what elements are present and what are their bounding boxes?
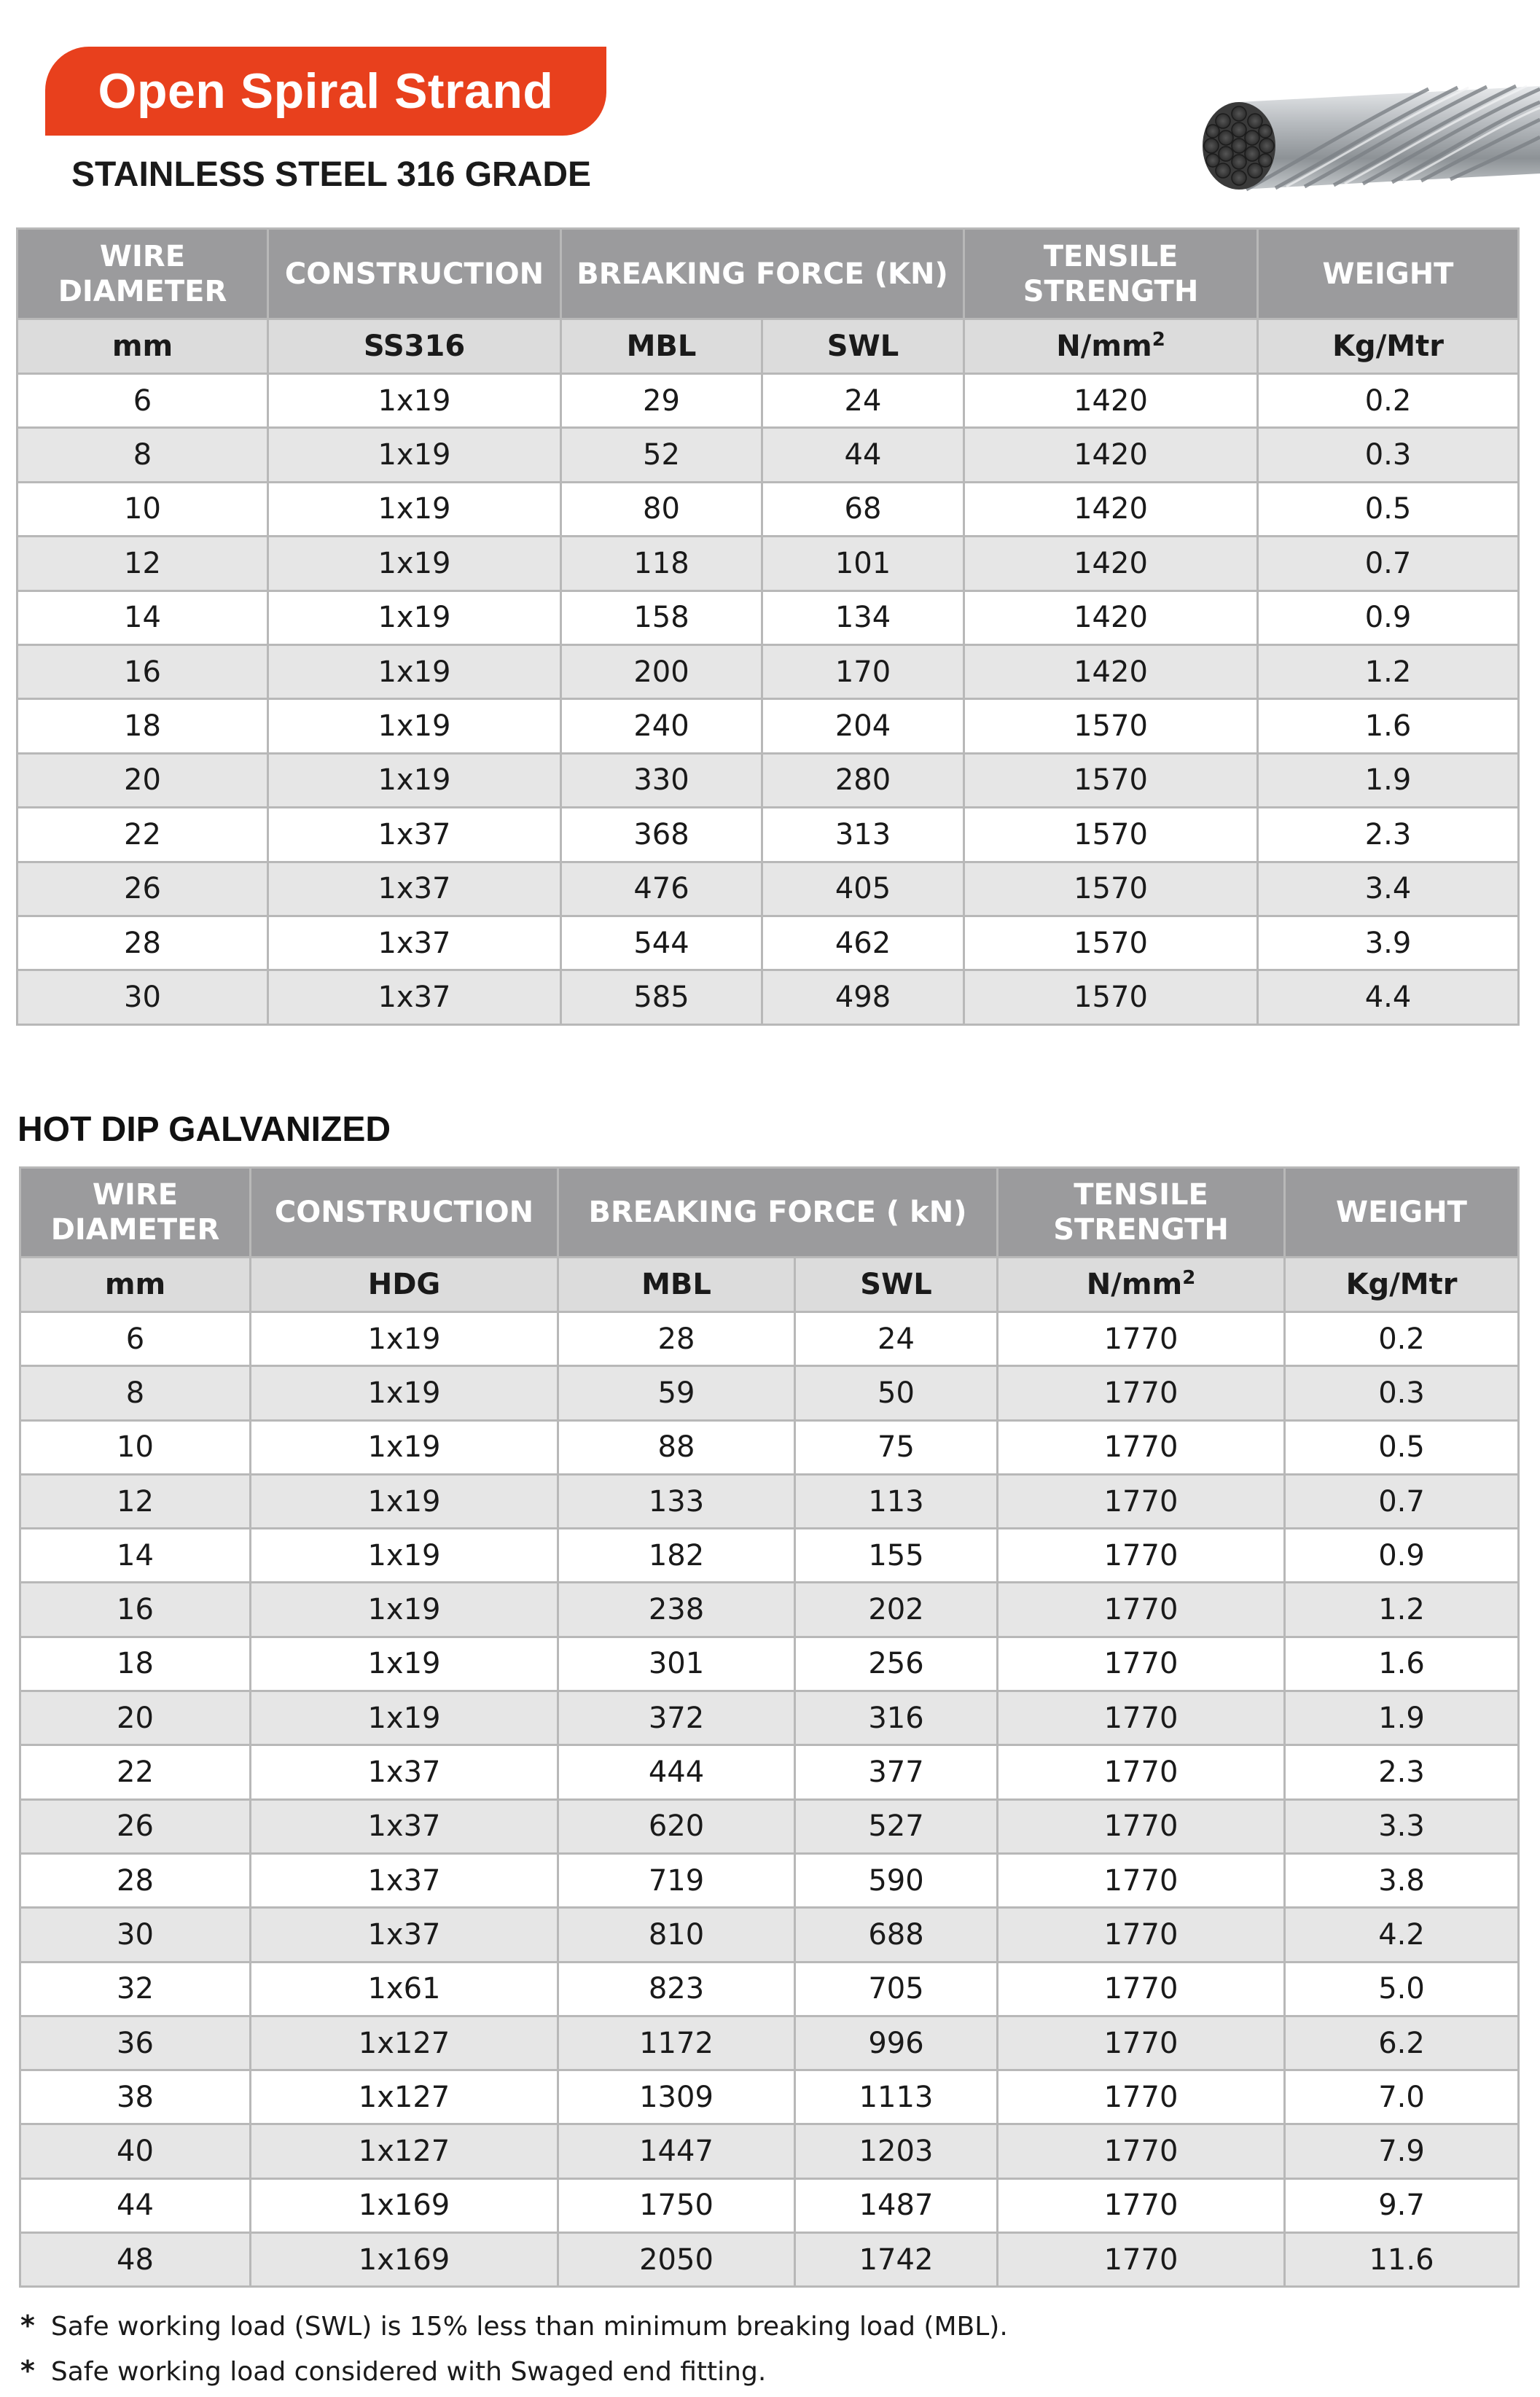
cell-diameter: 8 [17, 428, 268, 482]
cell-mbl: 719 [558, 1853, 795, 1907]
cell-diameter: 18 [20, 1637, 251, 1691]
cell-construction: 1x19 [268, 374, 561, 428]
footnote-swaged [20, 2355, 766, 2387]
unit-swl: SWL [795, 1258, 998, 1312]
cell-mbl: 28 [558, 1312, 795, 1366]
cell-tensile: 1770 [998, 1637, 1285, 1691]
cell-weight: 1.9 [1258, 753, 1519, 807]
table-row [17, 862, 1519, 916]
cell-diameter: 28 [20, 1853, 251, 1907]
table-row [17, 591, 1519, 644]
header-breaking-force: BREAKING FORCE ( kN) [558, 1168, 998, 1258]
cell-swl: 24 [762, 374, 964, 428]
cell-weight: 3.3 [1285, 1799, 1519, 1853]
cell-diameter: 44 [20, 2178, 251, 2232]
cell-construction: 1x127 [251, 2016, 558, 2070]
cell-mbl: 133 [558, 1474, 795, 1528]
cell-swl: 204 [762, 699, 964, 753]
cell-swl: 405 [762, 862, 964, 916]
cell-tensile: 1570 [964, 970, 1258, 1024]
cell-tensile: 1420 [964, 374, 1258, 428]
table-row [17, 428, 1519, 482]
table-body [20, 1312, 1519, 2287]
cell-swl: 44 [762, 428, 964, 482]
cell-mbl: 59 [558, 1366, 795, 1420]
table-row [20, 1474, 1519, 1528]
cell-tensile: 1770 [998, 1745, 1285, 1799]
cell-construction: 1x19 [251, 1691, 558, 1745]
header-wire-diameter: WIRE DIAMETER [17, 229, 268, 319]
title-banner [45, 47, 606, 136]
table-row [17, 374, 1519, 428]
cell-tensile: 1770 [998, 1799, 1285, 1853]
cell-swl: 688 [795, 1908, 998, 1962]
table-row [20, 1583, 1519, 1637]
cell-weight: 3.9 [1258, 916, 1519, 970]
cell-mbl: 476 [561, 862, 762, 916]
cell-tensile: 1420 [964, 537, 1258, 591]
cell-swl: 316 [795, 1691, 998, 1745]
cell-weight: 0.2 [1258, 374, 1519, 428]
cell-swl: 996 [795, 2016, 998, 2070]
table-row [20, 2178, 1519, 2232]
cell-construction: 1x127 [251, 2070, 558, 2124]
cell-diameter: 48 [20, 2233, 251, 2287]
table-row [17, 753, 1519, 807]
cell-construction: 1x19 [268, 753, 561, 807]
cell-mbl: 29 [561, 374, 762, 428]
cell-swl: 527 [795, 1799, 998, 1853]
table-row [17, 970, 1519, 1024]
footnote-text: Safe working load (SWL) is 15% less than minimum breaking load (MBL). [50, 2312, 1008, 2342]
header-construction: CONSTRUCTION [251, 1168, 558, 1258]
unit-construction: SS316 [268, 319, 561, 374]
cell-swl: 170 [762, 644, 964, 698]
cell-diameter: 22 [17, 808, 268, 862]
cell-weight: 4.4 [1258, 970, 1519, 1024]
table-row [20, 1962, 1519, 2016]
cell-weight: 1.6 [1285, 1637, 1519, 1691]
cell-swl: 24 [795, 1312, 998, 1366]
cell-tensile: 1570 [964, 753, 1258, 807]
cell-diameter: 26 [20, 1799, 251, 1853]
cell-swl: 75 [795, 1420, 998, 1474]
unit-mbl: MBL [561, 319, 762, 374]
header-breaking-force: BREAKING FORCE (KN) [561, 229, 964, 319]
cell-tensile: 1770 [998, 2233, 1285, 2287]
section-heading: HOT DIP GALVANIZED [17, 1110, 391, 1149]
cell-swl: 377 [795, 1745, 998, 1799]
unit-tensile-base: N/mm [1086, 1268, 1183, 1301]
cell-tensile: 1420 [964, 591, 1258, 644]
cell-tensile: 1420 [964, 482, 1258, 536]
cell-tensile: 1770 [998, 2016, 1285, 2070]
cell-tensile: 1570 [964, 699, 1258, 753]
cell-swl: 155 [795, 1529, 998, 1583]
cell-weight: 0.3 [1285, 1366, 1519, 1420]
cell-diameter: 38 [20, 2070, 251, 2124]
cell-construction: 1x61 [251, 1962, 558, 2016]
cell-swl: 498 [762, 970, 964, 1024]
unit-swl: SWL [762, 319, 964, 374]
unit-tensile [964, 319, 1258, 374]
cell-weight: 7.9 [1285, 2124, 1519, 2178]
table-row [17, 808, 1519, 862]
cell-mbl: 810 [558, 1908, 795, 1962]
header-weight: WEIGHT [1258, 229, 1519, 319]
cell-diameter: 6 [20, 1312, 251, 1366]
cell-weight: 0.7 [1285, 1474, 1519, 1528]
unit-diameter: mm [17, 319, 268, 374]
cell-weight: 0.7 [1258, 537, 1519, 591]
cell-construction: 1x37 [251, 1853, 558, 1907]
cell-tensile: 1770 [998, 1312, 1285, 1366]
cell-swl: 1113 [795, 2070, 998, 2124]
table-row [20, 2233, 1519, 2287]
cell-diameter: 22 [20, 1745, 251, 1799]
cell-weight: 3.4 [1258, 862, 1519, 916]
cell-mbl: 80 [561, 482, 762, 536]
table-row [17, 537, 1519, 591]
cell-mbl: 330 [561, 753, 762, 807]
cell-construction: 1x37 [251, 1799, 558, 1853]
unit-tensile-base: N/mm [1056, 330, 1152, 363]
cell-construction: 1x37 [268, 916, 561, 970]
cell-weight: 4.2 [1285, 1908, 1519, 1962]
cell-diameter: 16 [17, 644, 268, 698]
cell-swl: 1487 [795, 2178, 998, 2232]
cell-swl: 705 [795, 1962, 998, 2016]
cell-swl: 68 [762, 482, 964, 536]
cell-mbl: 544 [561, 916, 762, 970]
cell-diameter: 12 [20, 1474, 251, 1528]
page-title: Open Spiral Strand [98, 63, 554, 119]
footnote-text: Safe working load considered with Swaged end fitting. [50, 2357, 767, 2387]
cell-mbl: 372 [558, 1691, 795, 1745]
cell-tensile: 1770 [998, 1366, 1285, 1420]
cell-construction: 1x19 [268, 591, 561, 644]
cell-tensile: 1770 [998, 2070, 1285, 2124]
cell-swl: 590 [795, 1853, 998, 1907]
cell-construction: 1x19 [251, 1474, 558, 1528]
table-row [20, 1908, 1519, 1962]
cell-swl: 50 [795, 1366, 998, 1420]
cell-tensile: 1570 [964, 808, 1258, 862]
cell-construction: 1x19 [251, 1312, 558, 1366]
hot-dip-galvanized-table [19, 1166, 1520, 2288]
cell-diameter: 14 [20, 1529, 251, 1583]
cell-mbl: 585 [561, 970, 762, 1024]
cell-weight: 1.2 [1258, 644, 1519, 698]
cell-swl: 462 [762, 916, 964, 970]
table-row [20, 1420, 1519, 1474]
cell-swl: 256 [795, 1637, 998, 1691]
unit-tensile-sup: 2 [1152, 329, 1165, 351]
cell-tensile: 1770 [998, 2178, 1285, 2232]
table-body [17, 374, 1519, 1025]
cell-diameter: 10 [20, 1420, 251, 1474]
cell-weight: 0.9 [1258, 591, 1519, 644]
cell-swl: 113 [795, 1474, 998, 1528]
header-weight: WEIGHT [1285, 1168, 1519, 1258]
cell-construction: 1x169 [251, 2178, 558, 2232]
table-row [20, 1691, 1519, 1745]
cell-tensile: 1770 [998, 1908, 1285, 1962]
header-tensile-strength: TENSILE STRENGTH [964, 229, 1258, 319]
footnote-swl [20, 2310, 1008, 2342]
cell-swl: 1203 [795, 2124, 998, 2178]
cell-construction: 1x19 [251, 1420, 558, 1474]
cell-tensile: 1770 [998, 1583, 1285, 1637]
header-wire-diameter: WIRE DIAMETER [20, 1168, 251, 1258]
table-row [20, 2016, 1519, 2070]
cell-construction: 1x127 [251, 2124, 558, 2178]
footnote-bullet: * [20, 2310, 35, 2342]
cell-diameter: 20 [17, 753, 268, 807]
cell-mbl: 200 [561, 644, 762, 698]
cell-diameter: 30 [17, 970, 268, 1024]
cell-tensile: 1770 [998, 1962, 1285, 2016]
cell-construction: 1x37 [268, 862, 561, 916]
cell-weight: 2.3 [1258, 808, 1519, 862]
cell-construction: 1x19 [251, 1637, 558, 1691]
header-construction: CONSTRUCTION [268, 229, 561, 319]
cell-tensile: 1770 [998, 1853, 1285, 1907]
cell-mbl: 444 [558, 1745, 795, 1799]
cell-weight: 7.0 [1285, 2070, 1519, 2124]
table-row [20, 2070, 1519, 2124]
cell-construction: 1x37 [268, 970, 561, 1024]
table-row [20, 1312, 1519, 1366]
cell-mbl: 1309 [558, 2070, 795, 2124]
cell-mbl: 88 [558, 1420, 795, 1474]
cell-mbl: 301 [558, 1637, 795, 1691]
cell-construction: 1x19 [251, 1583, 558, 1637]
cell-diameter: 8 [20, 1366, 251, 1420]
table-row [17, 916, 1519, 970]
cell-mbl: 52 [561, 428, 762, 482]
table-row [20, 1637, 1519, 1691]
wire-strand-image [1195, 73, 1540, 204]
cell-construction: 1x169 [251, 2233, 558, 2287]
unit-diameter: mm [20, 1258, 251, 1312]
cell-diameter: 28 [17, 916, 268, 970]
cell-tensile: 1770 [998, 1420, 1285, 1474]
cell-mbl: 368 [561, 808, 762, 862]
cell-construction: 1x19 [268, 537, 561, 591]
cell-mbl: 1750 [558, 2178, 795, 2232]
cell-mbl: 240 [561, 699, 762, 753]
cell-mbl: 158 [561, 591, 762, 644]
table-row [20, 1529, 1519, 1583]
unit-construction: HDG [251, 1258, 558, 1312]
cell-swl: 134 [762, 591, 964, 644]
cell-swl: 313 [762, 808, 964, 862]
cell-mbl: 620 [558, 1799, 795, 1853]
cell-mbl: 118 [561, 537, 762, 591]
cell-tensile: 1770 [998, 1529, 1285, 1583]
table-row [20, 1799, 1519, 1853]
stainless-steel-table [16, 227, 1520, 1026]
table-row [20, 2124, 1519, 2178]
cell-mbl: 182 [558, 1529, 795, 1583]
cell-diameter: 20 [20, 1691, 251, 1745]
table-row [20, 1853, 1519, 1907]
cell-tensile: 1770 [998, 1474, 1285, 1528]
footnote-bullet: * [20, 2355, 35, 2387]
cell-tensile: 1420 [964, 644, 1258, 698]
cell-weight: 0.2 [1285, 1312, 1519, 1366]
cell-construction: 1x19 [251, 1529, 558, 1583]
cell-diameter: 16 [20, 1583, 251, 1637]
cell-construction: 1x37 [251, 1745, 558, 1799]
cell-construction: 1x37 [251, 1908, 558, 1962]
cell-diameter: 32 [20, 1962, 251, 2016]
unit-weight: Kg/Mtr [1285, 1258, 1519, 1312]
cell-weight: 0.9 [1285, 1529, 1519, 1583]
table-row [17, 699, 1519, 753]
subtitle: STAINLESS STEEL 316 GRADE [71, 155, 592, 194]
cell-swl: 1742 [795, 2233, 998, 2287]
cell-diameter: 14 [17, 591, 268, 644]
cell-construction: 1x19 [268, 482, 561, 536]
cell-weight: 0.5 [1258, 482, 1519, 536]
cell-tensile: 1770 [998, 2124, 1285, 2178]
cell-swl: 101 [762, 537, 964, 591]
cell-mbl: 2050 [558, 2233, 795, 2287]
cell-swl: 280 [762, 753, 964, 807]
cell-diameter: 26 [17, 862, 268, 916]
cell-tensile: 1770 [998, 1691, 1285, 1745]
cell-construction: 1x37 [268, 808, 561, 862]
cell-diameter: 6 [17, 374, 268, 428]
cell-weight: 0.3 [1258, 428, 1519, 482]
header-tensile-strength: TENSILE STRENGTH [998, 1168, 1285, 1258]
cell-mbl: 238 [558, 1583, 795, 1637]
cell-weight: 6.2 [1285, 2016, 1519, 2070]
cell-tensile: 1570 [964, 916, 1258, 970]
table-row [20, 1745, 1519, 1799]
cell-diameter: 30 [20, 1908, 251, 1962]
cell-weight: 1.6 [1258, 699, 1519, 753]
unit-mbl: MBL [558, 1258, 795, 1312]
table-row [17, 644, 1519, 698]
cell-construction: 1x19 [268, 644, 561, 698]
cell-weight: 1.9 [1285, 1691, 1519, 1745]
cell-mbl: 1172 [558, 2016, 795, 2070]
cell-weight: 11.6 [1285, 2233, 1519, 2287]
table-row [17, 482, 1519, 536]
cell-weight: 5.0 [1285, 1962, 1519, 2016]
cell-diameter: 12 [17, 537, 268, 591]
cell-weight: 2.3 [1285, 1745, 1519, 1799]
cell-diameter: 18 [17, 699, 268, 753]
cell-weight: 1.2 [1285, 1583, 1519, 1637]
unit-tensile-sup: 2 [1182, 1267, 1196, 1289]
cell-tensile: 1420 [964, 428, 1258, 482]
cell-weight: 0.5 [1285, 1420, 1519, 1474]
cell-construction: 1x19 [268, 699, 561, 753]
cell-construction: 1x19 [268, 428, 561, 482]
table-row [20, 1366, 1519, 1420]
cell-diameter: 40 [20, 2124, 251, 2178]
cell-construction: 1x19 [251, 1366, 558, 1420]
cell-diameter: 36 [20, 2016, 251, 2070]
cell-tensile: 1570 [964, 862, 1258, 916]
cell-weight: 9.7 [1285, 2178, 1519, 2232]
cell-diameter: 10 [17, 482, 268, 536]
cell-mbl: 1447 [558, 2124, 795, 2178]
unit-tensile [998, 1258, 1285, 1312]
cell-weight: 3.8 [1285, 1853, 1519, 1907]
unit-weight: Kg/Mtr [1258, 319, 1519, 374]
cell-mbl: 823 [558, 1962, 795, 2016]
cell-swl: 202 [795, 1583, 998, 1637]
